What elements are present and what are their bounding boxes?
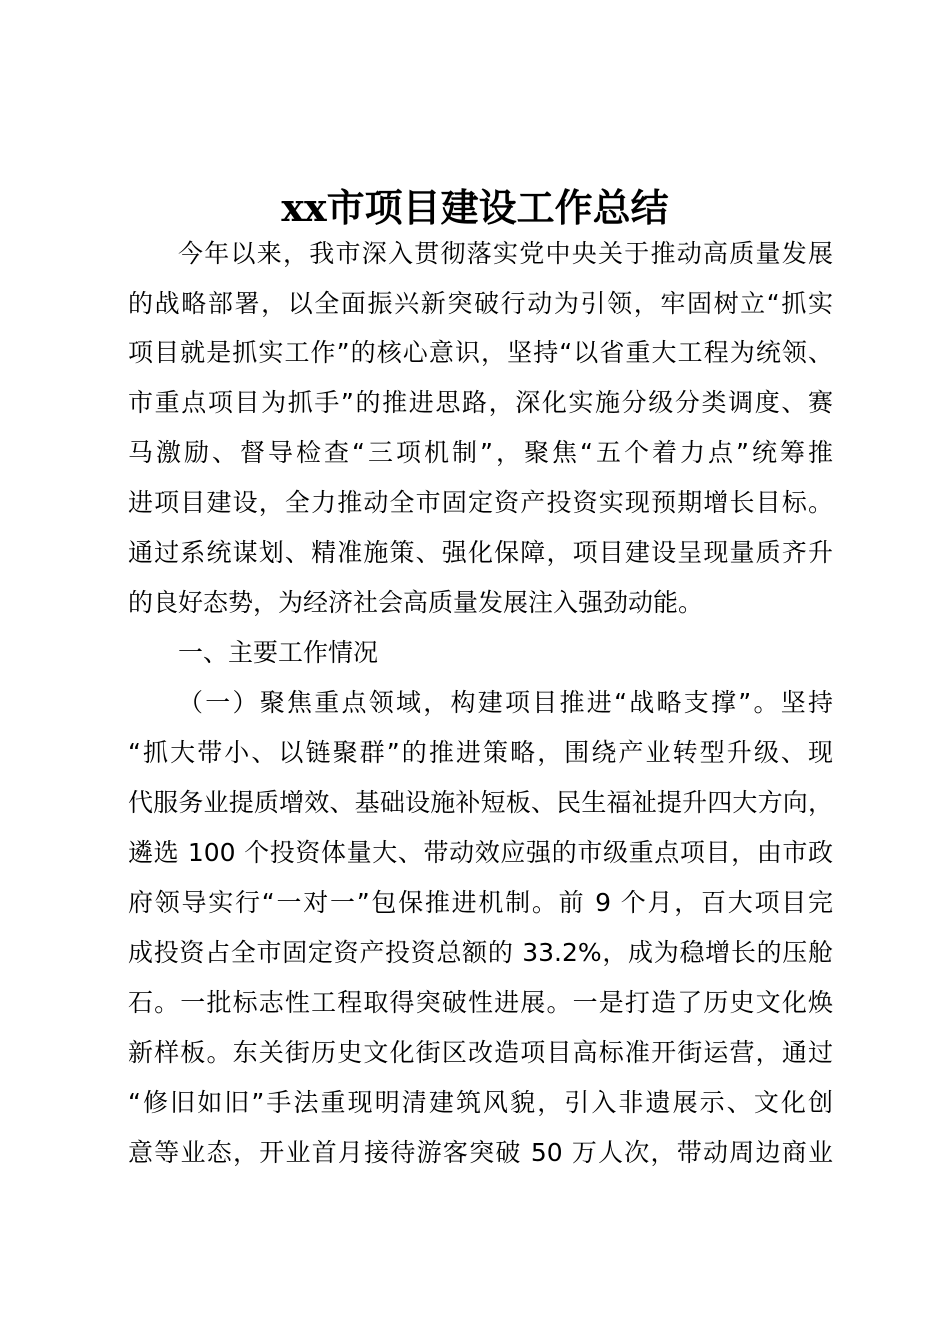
text-line: “修旧如旧”手法重现明清建筑风貌，引入非遗展示、文化创 xyxy=(128,1088,833,1117)
text-line: （一）聚焦重点领域，构建项目推进“战略支撑”。坚持 xyxy=(178,688,833,717)
text-line: 遴选 100 个投资体量大、带动效应强的市级重点项目，由市政 xyxy=(128,838,833,867)
text-line: 的良好态势，为经济社会高质量发展注入强劲动能。 xyxy=(128,588,704,617)
text-line: “抓大带小、以链聚群”的推进策略，围绕产业转型升级、现 xyxy=(128,738,833,767)
text-line: 成投资占全市固定资产投资总额的 33.2%，成为稳增长的压舱 xyxy=(128,938,833,967)
document-title: xx市项目建设工作总结 xyxy=(281,185,669,230)
text-line: 市重点项目为抓手”的推进思路，深化实施分级分类调度、赛 xyxy=(128,388,833,417)
text-line: 府领导实行“一对一”包保推进机制。前 9 个月，百大项目完 xyxy=(128,888,833,917)
text-line: 通过系统谋划、精准施策、强化保障，项目建设呈现量质齐升 xyxy=(128,538,833,567)
text-line: 代服务业提质增效、基础设施补短板、民生福祉提升四大方向， xyxy=(128,788,833,817)
text-line: 进项目建设，全力推动全市固定资产投资实现预期增长目标。 xyxy=(128,488,833,517)
text-line: 今年以来，我市深入贯彻落实党中央关于推动高质量发展 xyxy=(178,239,833,268)
text-line: 意等业态，开业首月接待游客突破 50 万人次，带动周边商业 xyxy=(128,1138,833,1167)
text-line: 石。一批标志性工程取得突破性进展。一是打造了历史文化焕 xyxy=(128,988,833,1017)
text-line: 新样板。东关街历史文化街区改造项目高标准开街运营，通过 xyxy=(128,1038,833,1067)
section-heading: 一、主要工作情况 xyxy=(178,638,379,667)
text-line: 马激励、督导检查“三项机制”，聚焦“五个着力点”统筹推 xyxy=(128,438,833,467)
text-line: 的战略部署，以全面振兴新突破行动为引领，牢固树立“抓实 xyxy=(128,289,833,318)
text-line: 项目就是抓实工作”的核心意识，坚持“以省重大工程为统领、 xyxy=(128,338,833,367)
